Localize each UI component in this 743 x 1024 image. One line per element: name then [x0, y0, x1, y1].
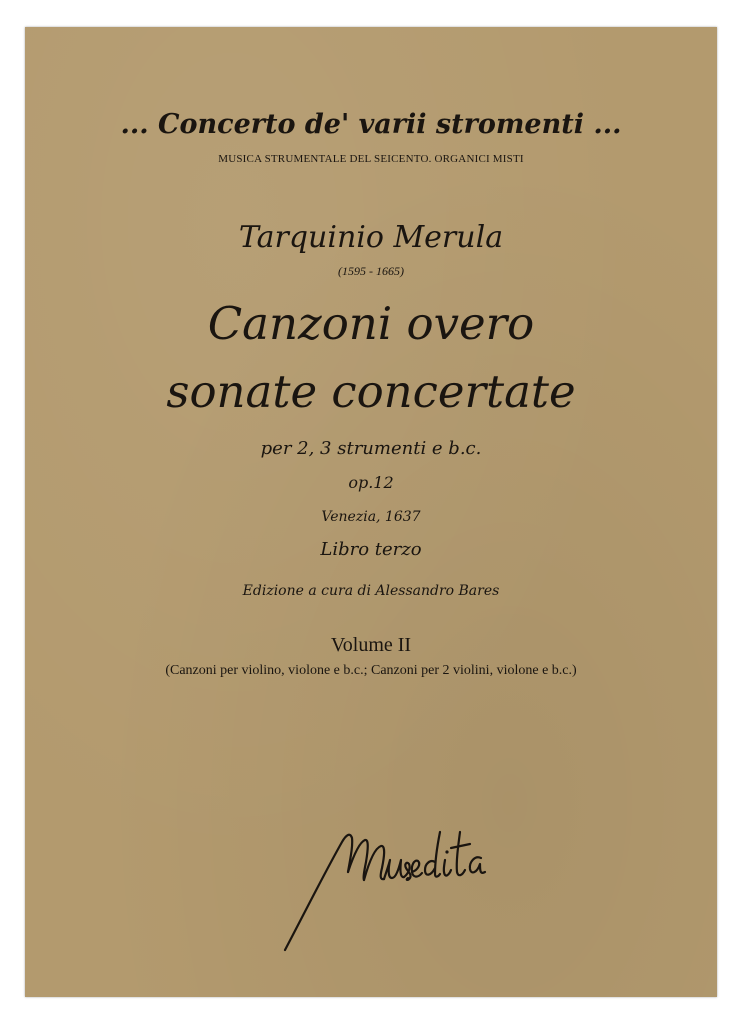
- book-number: Libro terzo: [320, 539, 422, 560]
- opus-number: op.12: [348, 473, 394, 492]
- series-subtitle: MUSICA STRUMENTALE DEL SEICENTO. ORGANICI MISTI: [218, 153, 524, 165]
- work-title-line1: Canzoni overo: [207, 297, 535, 350]
- cover-sheet: [25, 27, 717, 997]
- instrumentation: per 2, 3 strumenti e b.c.: [260, 438, 482, 459]
- composer-name: Tarquinio Merula: [238, 220, 504, 255]
- editor-credit: Edizione a cura di Alessandro Bares: [242, 583, 500, 599]
- musedita-logo: [280, 802, 500, 952]
- series-title: ... Concerto de' varii stromenti ...: [120, 109, 622, 140]
- work-title-line2: sonate concertate: [166, 365, 576, 418]
- volume-label: Volume II: [330, 634, 412, 656]
- publication-place: Venezia, 1637: [321, 509, 421, 525]
- volume-contents: (Canzoni per violino, violone e b.c.; Canzoni per 2 violini, violone e b.c.): [165, 663, 577, 678]
- composer-dates: (1595 - 1665): [338, 264, 404, 278]
